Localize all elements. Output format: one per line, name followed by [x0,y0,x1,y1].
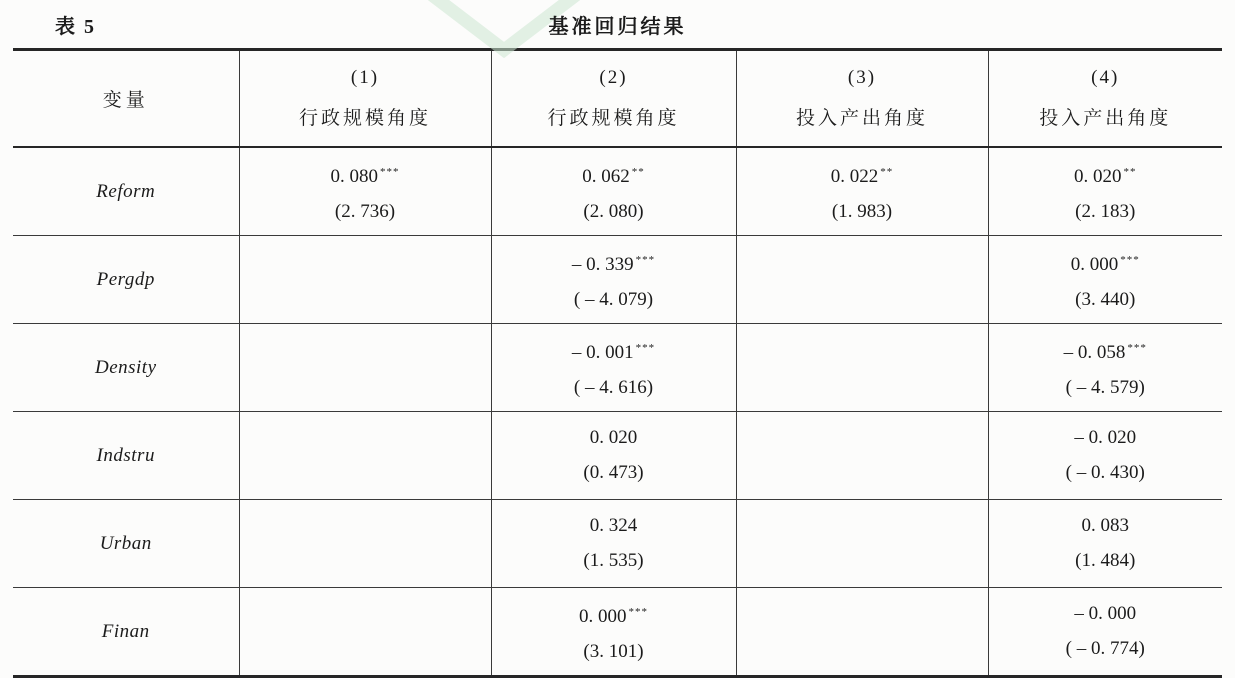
t-statistic: (3. 440) [1075,288,1136,310]
estimate-cell [239,500,491,588]
table-row [13,588,1222,677]
estimate-stack [240,236,491,323]
column-name: 行政规模角度 [298,108,431,129]
variable-name: Pergdp [96,268,155,290]
column-number: (3) [847,67,877,88]
variable-name: Finan [101,620,150,642]
table-title-row [0,0,1235,48]
table-row [13,147,1222,236]
estimate-cell [988,500,1222,588]
table-title: 基准回归结果 [548,16,687,38]
estimate-cell [736,588,988,677]
coefficient-number: 0. 022 [830,165,879,187]
coefficient-value [492,427,736,449]
estimate-stack [737,148,988,235]
variable-name: Urban [99,532,152,554]
coefficient-number: 0. 000 [1070,253,1119,275]
variable-cell [13,236,239,324]
estimate-stack [737,500,988,587]
significance-stars: ** [631,165,645,178]
t-statistic: (1. 535) [583,550,644,571]
column-name: 行政规模角度 [547,108,680,129]
coefficient-value [492,337,736,364]
estimate-stack [737,236,988,323]
column-header-3 [736,50,988,148]
estimate-cell [239,147,491,236]
variable-cell [13,147,239,236]
t-statistic: (2. 736) [334,200,396,222]
estimate-stack [492,236,736,323]
coefficient-number: 0. 020 [589,427,638,448]
estimate-cell [239,236,491,324]
estimate-cell [491,147,736,236]
column-name: 投入产出角度 [795,108,928,129]
coefficient-number: – 0. 339 [571,253,634,275]
estimate-stack [240,148,491,235]
estimate-stack [492,324,736,411]
t-statistic: ( – 4. 579) [1065,376,1145,398]
regression-table [13,48,1222,678]
table-number-label: 表 5 [55,16,96,38]
coefficient-value [989,161,1223,188]
coefficient-value [492,601,736,628]
variable-name: Density [94,356,157,378]
table-header [13,50,1222,148]
estimate-stack [240,588,491,675]
t-statistic: (2. 183) [1075,200,1136,222]
header-row [13,50,1222,148]
column-number: (1) [350,67,380,88]
coefficient-number: 0. 324 [589,515,638,536]
t-statistic: (2. 080) [583,200,644,222]
estimate-cell [736,412,988,500]
table-body [13,147,1222,677]
estimate-stack [492,412,736,499]
estimate-cell [239,588,491,677]
estimate-stack [240,412,491,499]
variable-name: Indstru [96,444,155,466]
coefficient-value [989,249,1223,276]
estimate-cell [988,588,1222,677]
estimate-cell [988,412,1222,500]
column-header-1 [239,50,491,148]
estimate-cell [736,236,988,324]
column-header-4 [988,50,1222,148]
estimate-stack [989,588,1223,675]
significance-stars: *** [1127,341,1147,354]
estimate-cell [491,324,736,412]
coefficient-number: 0. 083 [1081,515,1129,536]
estimate-cell [736,500,988,588]
column-number: (2) [599,67,628,88]
coefficient-number: 0. 080 [330,165,378,187]
estimate-stack [989,324,1223,411]
significance-stars: *** [1120,253,1140,266]
significance-stars: ** [1123,165,1137,178]
significance-stars: *** [635,341,656,354]
estimate-stack [989,412,1223,499]
coefficient-value [240,161,491,188]
estimate-stack [737,588,988,675]
estimate-cell [491,588,736,677]
t-statistic: ( – 4. 616) [573,376,654,398]
table-row [13,500,1222,588]
estimate-stack [492,588,736,675]
table-row [13,236,1222,324]
coefficient-number: 0. 062 [582,165,630,187]
coefficient-value [492,515,736,537]
column-header-2 [491,50,736,148]
table-row [13,412,1222,500]
coefficient-number: – 0. 058 [1063,341,1126,363]
estimate-stack [989,236,1223,323]
coefficient-number: 0. 000 [579,605,627,627]
significance-stars: *** [628,605,648,618]
coefficient-number: – 0. 000 [1074,603,1137,624]
estimate-stack [989,500,1223,587]
coefficient-value [989,427,1223,449]
estimate-stack [240,500,491,587]
variable-cell [13,412,239,500]
t-statistic: ( – 4. 079) [573,288,654,310]
variable-name: Reform [96,180,156,202]
coefficient-number: – 0. 001 [571,341,634,363]
estimate-cell [491,412,736,500]
coefficient-number: 0. 020 [1074,165,1122,187]
estimate-cell [491,236,736,324]
t-statistic: (3. 101) [583,640,644,662]
estimate-cell [988,324,1222,412]
estimate-cell [736,147,988,236]
coefficient-value [989,337,1223,364]
variable-cell [13,324,239,412]
variable-cell [13,588,239,677]
t-statistic: (1. 484) [1075,550,1136,571]
coefficient-value [492,249,736,276]
estimate-stack [989,148,1223,235]
estimate-stack [492,148,736,235]
significance-stars: *** [380,165,400,178]
table-row [13,324,1222,412]
coefficient-number: – 0. 020 [1074,427,1137,448]
column-number: (4) [1091,67,1120,88]
variable-cell [13,500,239,588]
estimate-stack [737,412,988,499]
coefficient-value [989,603,1223,625]
estimate-cell [491,500,736,588]
estimate-stack [492,500,736,587]
estimate-cell [988,147,1222,236]
estimate-cell [239,324,491,412]
column-header-variable: 变量 [13,50,239,148]
estimate-stack [240,324,491,411]
significance-stars: ** [880,165,894,178]
estimate-cell [239,412,491,500]
column-name: 投入产出角度 [1039,108,1172,129]
t-statistic: ( – 0. 430) [1065,462,1145,483]
estimate-stack [737,324,988,411]
t-statistic: ( – 0. 774) [1065,638,1145,659]
significance-stars: *** [635,253,656,266]
t-statistic: (0. 473) [583,462,644,483]
coefficient-value [492,161,736,188]
coefficient-value [737,161,988,188]
t-statistic: (1. 983) [831,200,893,222]
estimate-cell [736,324,988,412]
coefficient-value [989,515,1223,537]
estimate-cell [988,236,1222,324]
